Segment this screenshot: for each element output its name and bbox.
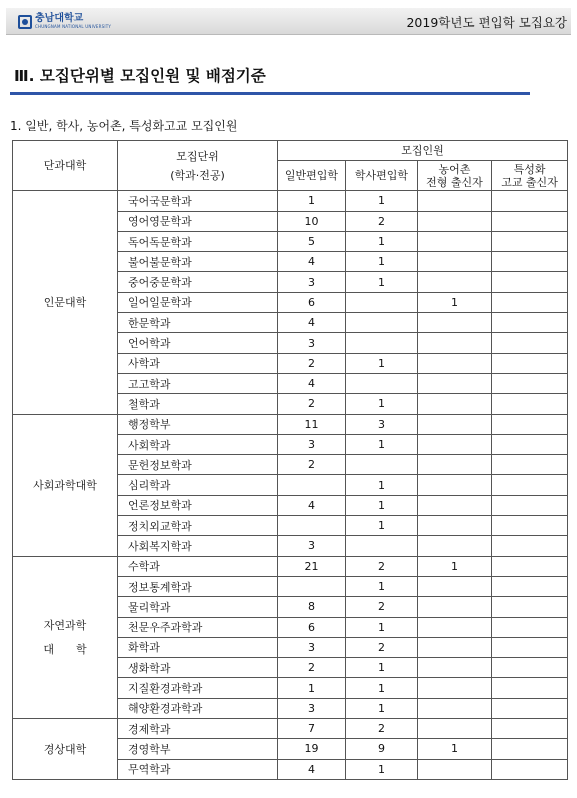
general-count-cell: 5 <box>278 231 346 251</box>
bachelor-count-cell: 1 <box>346 394 418 414</box>
special-count-cell <box>492 252 568 272</box>
section-heading <box>10 64 530 95</box>
header-unit-line1: 모집단위 <box>176 149 219 163</box>
table-row <box>13 556 568 576</box>
special-count-cell <box>492 292 568 312</box>
special-count-cell <box>492 333 568 353</box>
college-name-cell <box>13 719 118 780</box>
rural-count-cell <box>418 475 492 495</box>
rural-count-cell <box>418 495 492 515</box>
rural-count-cell: 1 <box>418 739 492 759</box>
header-quota: 모집인원 <box>278 141 568 161</box>
special-count-cell <box>492 373 568 393</box>
special-count-cell <box>492 516 568 536</box>
header-rural <box>418 161 492 191</box>
unit-name-cell: 정보통계학과 <box>118 576 278 596</box>
unit-name-cell: 생화학과 <box>118 658 278 678</box>
general-count-cell: 2 <box>278 394 346 414</box>
special-count-cell <box>492 394 568 414</box>
bachelor-count-cell: 1 <box>346 191 418 211</box>
unit-name-cell: 영어영문학과 <box>118 211 278 231</box>
unit-name-cell: 불어불문학과 <box>118 252 278 272</box>
bachelor-count-cell: 2 <box>346 637 418 657</box>
special-count-cell <box>492 211 568 231</box>
unit-name-cell: 사학과 <box>118 353 278 373</box>
university-logo <box>18 14 111 29</box>
rural-count-cell <box>418 516 492 536</box>
special-count-cell <box>492 475 568 495</box>
general-count-cell: 21 <box>278 556 346 576</box>
special-count-cell <box>492 191 568 211</box>
bachelor-count-cell: 2 <box>346 556 418 576</box>
table-row <box>13 719 568 739</box>
special-count-cell <box>492 414 568 434</box>
special-count-cell <box>492 759 568 779</box>
bachelor-count-cell: 1 <box>346 658 418 678</box>
special-count-cell <box>492 231 568 251</box>
special-count-cell <box>492 576 568 596</box>
special-count-cell <box>492 434 568 454</box>
special-count-cell <box>492 313 568 333</box>
unit-name-cell: 언어학과 <box>118 333 278 353</box>
rural-count-cell: 1 <box>418 556 492 576</box>
special-count-cell <box>492 597 568 617</box>
rural-count-cell <box>418 637 492 657</box>
special-count-cell <box>492 353 568 373</box>
bachelor-count-cell <box>346 536 418 556</box>
rural-count-cell <box>418 191 492 211</box>
bachelor-count-cell: 1 <box>346 698 418 718</box>
special-count-cell <box>492 698 568 718</box>
general-count-cell: 3 <box>278 698 346 718</box>
rural-count-cell <box>418 394 492 414</box>
general-count-cell: 3 <box>278 333 346 353</box>
unit-name-cell: 정치외교학과 <box>118 516 278 536</box>
university-emblem-icon <box>18 15 32 29</box>
general-count-cell: 3 <box>278 637 346 657</box>
rural-count-cell <box>418 333 492 353</box>
general-count-cell: 2 <box>278 658 346 678</box>
header-rural-line2: 전형 출신자 <box>426 175 483 189</box>
rural-count-cell <box>418 658 492 678</box>
general-count-cell: 3 <box>278 434 346 454</box>
unit-name-cell: 수학과 <box>118 556 278 576</box>
rural-count-cell <box>418 617 492 637</box>
general-count-cell: 6 <box>278 617 346 637</box>
unit-name-cell: 사회복지학과 <box>118 536 278 556</box>
special-count-cell <box>492 617 568 637</box>
bachelor-count-cell: 1 <box>346 475 418 495</box>
unit-name-cell: 일어일문학과 <box>118 292 278 312</box>
university-english-name: CHUNGNAM NATIONAL UNIVERSITY <box>35 24 112 29</box>
special-count-cell <box>492 495 568 515</box>
document-title: 2019학년도 편입학 모집요강 <box>406 15 567 30</box>
college-name: 인문대학 <box>43 296 87 310</box>
section-title: Ⅲ. 모집단위별 모집인원 및 배점기준 <box>14 67 266 85</box>
header-bachelor: 학사편입학 <box>346 161 418 191</box>
unit-name-cell: 물리학과 <box>118 597 278 617</box>
general-count-cell: 10 <box>278 211 346 231</box>
bachelor-count-cell: 1 <box>346 678 418 698</box>
general-count-cell: 19 <box>278 739 346 759</box>
unit-name-cell: 언론정보학과 <box>118 495 278 515</box>
special-count-cell <box>492 637 568 657</box>
rural-count-cell <box>418 455 492 475</box>
general-count-cell: 8 <box>278 597 346 617</box>
rural-count-cell <box>418 231 492 251</box>
subsection-title: 1. 일반, 학사, 농어촌, 특성화고교 모집인원 <box>10 119 238 133</box>
bachelor-count-cell: 1 <box>346 353 418 373</box>
unit-name-cell: 철학과 <box>118 394 278 414</box>
unit-name-cell: 고고학과 <box>118 373 278 393</box>
rural-count-cell: 1 <box>418 292 492 312</box>
college-name-cell <box>13 191 118 414</box>
quota-table-body <box>13 191 568 780</box>
general-count-cell <box>278 516 346 536</box>
general-count-cell: 4 <box>278 252 346 272</box>
quota-table <box>12 140 568 780</box>
bachelor-count-cell: 2 <box>346 597 418 617</box>
university-name: 충남대학교 <box>35 13 84 24</box>
rural-count-cell <box>418 719 492 739</box>
rural-count-cell <box>418 576 492 596</box>
unit-name-cell: 독어독문학과 <box>118 231 278 251</box>
rural-count-cell <box>418 759 492 779</box>
special-count-cell <box>492 455 568 475</box>
unit-name-cell: 화학과 <box>118 637 278 657</box>
general-count-cell: 7 <box>278 719 346 739</box>
unit-name-cell: 사회학과 <box>118 434 278 454</box>
general-count-cell: 11 <box>278 414 346 434</box>
bachelor-count-cell <box>346 292 418 312</box>
college-name: 경상대학 <box>43 742 87 756</box>
college-name: 사회과학대학 <box>33 479 97 493</box>
special-count-cell <box>492 536 568 556</box>
header-special <box>492 161 568 191</box>
rural-count-cell <box>418 211 492 231</box>
general-count-cell: 3 <box>278 272 346 292</box>
special-count-cell <box>492 556 568 576</box>
college-name-cell <box>13 414 118 556</box>
header-unit-line2: (학과·전공) <box>170 168 225 182</box>
special-count-cell <box>492 739 568 759</box>
unit-name-cell: 한문학과 <box>118 313 278 333</box>
rural-count-cell <box>418 414 492 434</box>
general-count-cell: 4 <box>278 373 346 393</box>
unit-name-cell: 해양환경과학과 <box>118 698 278 718</box>
unit-name-cell: 경영학부 <box>118 739 278 759</box>
general-count-cell: 4 <box>278 313 346 333</box>
general-count-cell: 2 <box>278 455 346 475</box>
rural-count-cell <box>418 252 492 272</box>
rural-count-cell <box>418 272 492 292</box>
bachelor-count-cell: 3 <box>346 414 418 434</box>
special-count-cell <box>492 719 568 739</box>
unit-name-cell: 국어국문학과 <box>118 191 278 211</box>
rural-count-cell <box>418 678 492 698</box>
header-general: 일반편입학 <box>278 161 346 191</box>
general-count-cell: 4 <box>278 759 346 779</box>
bachelor-count-cell <box>346 455 418 475</box>
bachelor-count-cell: 1 <box>346 759 418 779</box>
rural-count-cell <box>418 353 492 373</box>
general-count-cell: 1 <box>278 191 346 211</box>
rural-count-cell <box>418 698 492 718</box>
bachelor-count-cell: 1 <box>346 495 418 515</box>
header-rural-line1: 농어촌 <box>438 162 471 176</box>
bachelor-count-cell: 1 <box>346 231 418 251</box>
rural-count-cell <box>418 313 492 333</box>
college-name-cell <box>13 556 118 718</box>
header-college: 단과대학 <box>13 141 118 191</box>
page-header-bar <box>6 8 571 35</box>
bachelor-count-cell: 1 <box>346 272 418 292</box>
section-title-underline <box>10 92 530 95</box>
unit-name-cell: 천문우주과학과 <box>118 617 278 637</box>
unit-name-cell: 문헌정보학과 <box>118 455 278 475</box>
college-name-line2: 대 학 <box>43 643 87 657</box>
unit-name-cell: 심리학과 <box>118 475 278 495</box>
special-count-cell <box>492 658 568 678</box>
bachelor-count-cell <box>346 333 418 353</box>
header-special-line1: 특성화 <box>513 162 546 176</box>
unit-name-cell: 행정학부 <box>118 414 278 434</box>
bachelor-count-cell: 9 <box>346 739 418 759</box>
unit-name-cell: 중어중문학과 <box>118 272 278 292</box>
rural-count-cell <box>418 597 492 617</box>
rural-count-cell <box>418 434 492 454</box>
general-count-cell <box>278 576 346 596</box>
bachelor-count-cell: 1 <box>346 516 418 536</box>
rural-count-cell <box>418 536 492 556</box>
header-special-line2: 고교 출신자 <box>501 175 558 189</box>
bachelor-count-cell <box>346 313 418 333</box>
bachelor-count-cell: 1 <box>346 434 418 454</box>
bachelor-count-cell: 2 <box>346 719 418 739</box>
special-count-cell <box>492 678 568 698</box>
table-row <box>13 191 568 211</box>
general-count-cell: 1 <box>278 678 346 698</box>
general-count-cell: 3 <box>278 536 346 556</box>
unit-name-cell: 무역학과 <box>118 759 278 779</box>
table-row <box>13 414 568 434</box>
bachelor-count-cell: 1 <box>346 576 418 596</box>
bachelor-count-cell: 1 <box>346 617 418 637</box>
general-count-cell: 4 <box>278 495 346 515</box>
special-count-cell <box>492 272 568 292</box>
bachelor-count-cell: 1 <box>346 252 418 272</box>
general-count-cell: 6 <box>278 292 346 312</box>
college-name: 자연과학 <box>43 619 87 633</box>
rural-count-cell <box>418 373 492 393</box>
unit-name-cell: 경제학과 <box>118 719 278 739</box>
general-count-cell <box>278 475 346 495</box>
general-count-cell: 2 <box>278 353 346 373</box>
bachelor-count-cell: 2 <box>346 211 418 231</box>
unit-name-cell: 지질환경과학과 <box>118 678 278 698</box>
bachelor-count-cell <box>346 373 418 393</box>
header-unit <box>118 141 278 191</box>
